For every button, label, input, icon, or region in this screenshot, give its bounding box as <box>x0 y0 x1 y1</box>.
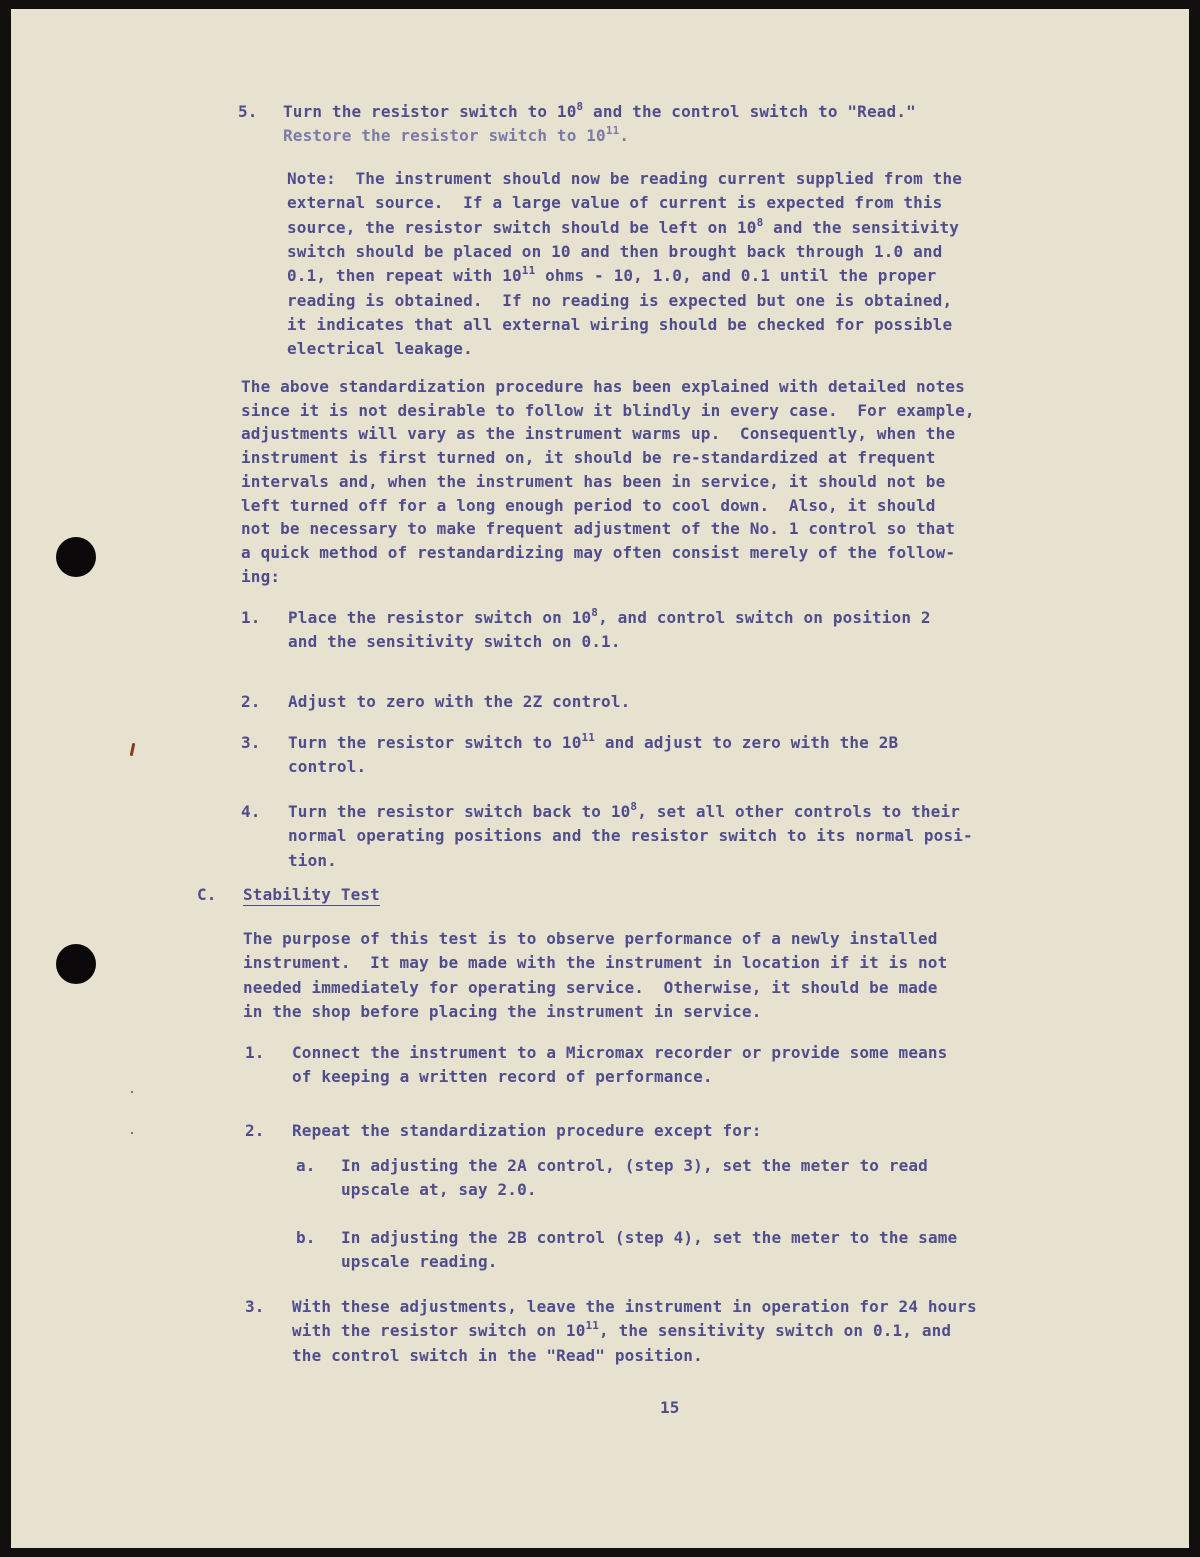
quick-step-line: control. <box>288 757 367 777</box>
step-number: 5. <box>238 102 258 121</box>
explanation-line: not be necessary to make frequent adjustment of the No. 1 control so that <box>241 519 956 539</box>
quick-step-line: and the sensitivity switch on 0.1. <box>288 632 621 652</box>
quick-step-line: Turn the resistor switch to $10^{11}$ and adjust to zero with the 2B <box>288 731 899 752</box>
note-line: source, the resistor switch should be left on $10^8$ and the sensitivity <box>287 215 960 237</box>
substep-line: upscale reading. <box>341 1252 498 1272</box>
note-line: it indicates that all external wiring should be checked for possible <box>287 314 953 334</box>
quick-step-line: normal operating positions and the resistor switch to its normal posi- <box>288 826 973 846</box>
explanation-line: intervals and, when the instrument has been in service, it should not be <box>241 471 946 491</box>
explanation-line: a quick method of restandardizing may often consist merely of the follow- <box>241 542 956 562</box>
step-number: 2. <box>245 1121 265 1140</box>
step-number: 1. <box>241 608 261 627</box>
step-5-line-1: Turn the resistor switch to $10^8$ and the control switch to "Read." <box>283 100 916 121</box>
step-number: 3. <box>245 1297 265 1316</box>
intro-line: The purpose of this test is to observe performance of a newly installed <box>243 929 938 948</box>
note-line: reading is obtained. If no reading is expected but one is obtained, <box>287 290 953 310</box>
step-number: 1. <box>245 1043 265 1062</box>
note-line: electrical leakage. <box>287 339 473 359</box>
section-letter: C. <box>197 885 217 904</box>
explanation-line: left turned off for a long enough period to cool down. Also, it should <box>241 495 936 515</box>
binder-hole-lower <box>56 944 96 984</box>
explanation-line: ing: <box>241 566 281 586</box>
paper-blemish <box>130 743 136 756</box>
explanation-line: The above standardization procedure has been explained with detailed notes <box>241 377 965 396</box>
binder-hole-upper <box>56 537 96 577</box>
quick-step-line: Adjust to zero with the 2Z control. <box>288 692 631 711</box>
stability-step-line: Repeat the standardization procedure except for: <box>292 1121 762 1140</box>
substep-letter: a. <box>296 1156 316 1175</box>
stability-step-line: of keeping a written record of performance. <box>292 1067 713 1087</box>
stability-step-line: with the resistor switch on $10^{11}$, the sensitivity switch on 0.1, and <box>292 1319 952 1341</box>
stability-step-line: Connect the instrument to a Micromax recorder or provide some means <box>292 1043 948 1062</box>
step-5-line-2: Restore the resistor switch to $10^{11}$. <box>283 124 630 145</box>
substep-line: In adjusting the 2B control (step 4), set the meter to the same <box>341 1228 958 1247</box>
section-heading: Stability Test <box>243 885 380 904</box>
note-line: Note: The instrument should now be reading current supplied from the <box>287 169 963 188</box>
substep-letter: b. <box>296 1228 316 1247</box>
note-line: external source. If a large value of current is expected from this <box>287 193 943 213</box>
explanation-line: adjustments will vary as the instrument warms up. Consequently, when the <box>241 424 956 444</box>
quick-step-line: Turn the resistor switch back to $10^8$, set all other controls to their <box>288 800 961 821</box>
explanation-line: since it is not desirable to follow it blindly in every case. For example, <box>241 400 975 420</box>
intro-line: instrument. It may be made with the instrument in location if it is not <box>243 953 948 973</box>
typewritten-page <box>11 9 1189 1548</box>
explanation-line: instrument is first turned on, it should be re-standardized at frequent <box>241 448 936 468</box>
paper-blemish <box>131 1132 133 1134</box>
note-line: switch should be placed on 10 and then brought back through 1.0 and <box>287 241 943 261</box>
step-number: 2. <box>241 692 261 711</box>
substep-line: upscale at, say 2.0. <box>341 1180 537 1200</box>
page-number: 15 <box>660 1398 680 1417</box>
intro-line: in the shop before placing the instrument in service. <box>243 1001 762 1021</box>
step-number: 4. <box>241 802 261 821</box>
stability-step-line: With these adjustments, leave the instrument in operation for 24 hours <box>292 1297 977 1316</box>
quick-step-line: tion. <box>288 850 337 870</box>
quick-step-line: Place the resistor switch on $10^8$, and control switch on position 2 <box>288 606 931 627</box>
step-number: 3. <box>241 733 261 752</box>
stability-step-line: the control switch in the "Read" position. <box>292 1345 703 1365</box>
intro-line: needed immediately for operating service. Otherwise, it should be made <box>243 977 938 997</box>
substep-line: In adjusting the 2A control, (step 3), set the meter to read <box>341 1156 928 1175</box>
note-line: 0.1, then repeat with $10^{11}$ ohms - 10, 1.0, and 0.1 until the proper <box>287 264 937 286</box>
paper-blemish <box>131 1091 133 1093</box>
